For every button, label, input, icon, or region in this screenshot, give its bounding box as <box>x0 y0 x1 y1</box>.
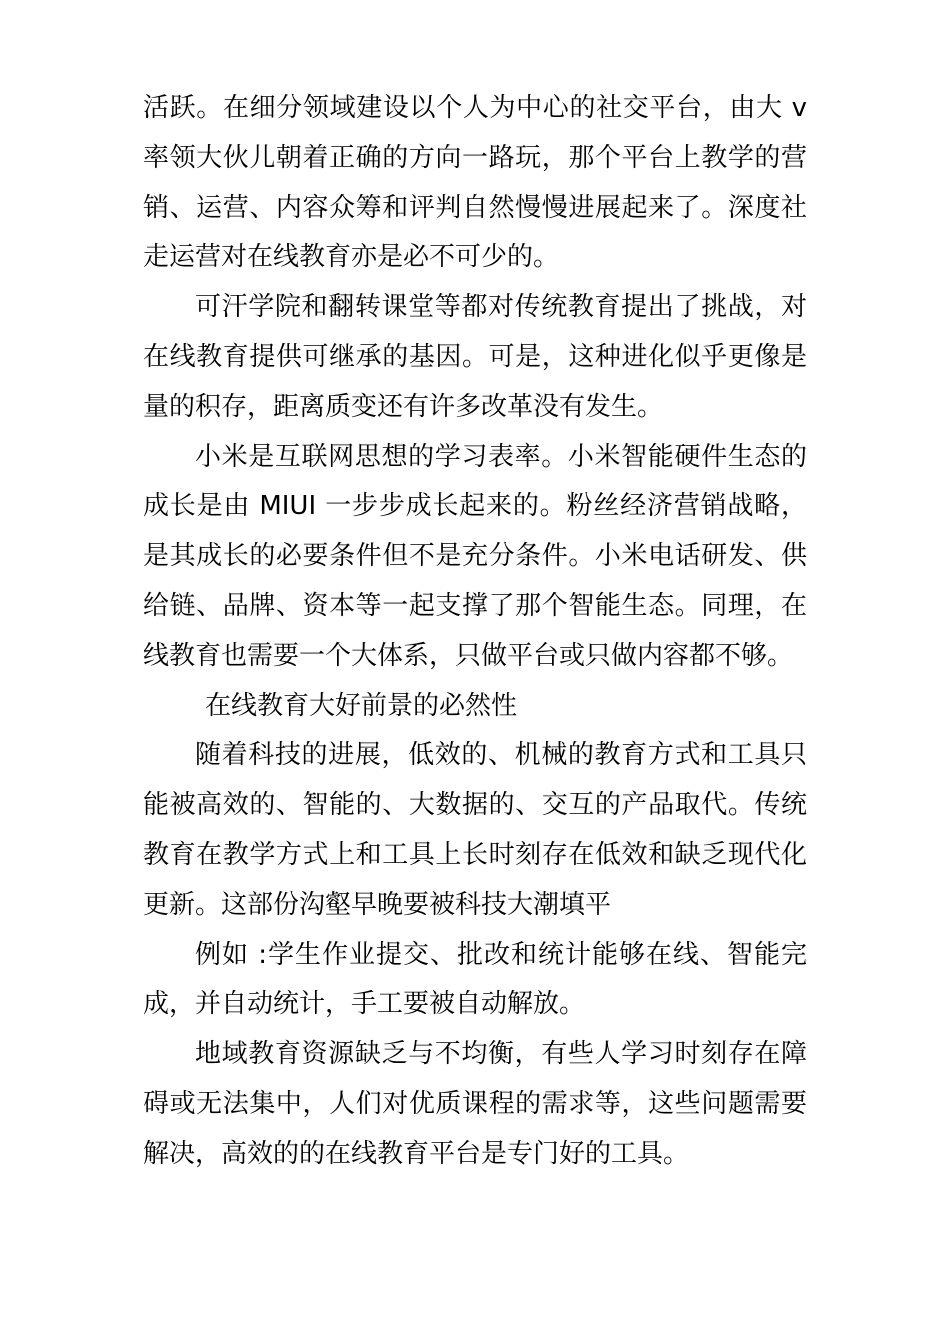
paragraph-continuation: 活跃。在细分领域建设以个人为中心的社交平台，由大 v 率领大伙儿朝着正确的方向一路玩，那个平台上教学的营销、运营、内容众筹和评判自然慢慢进展起来了。深度社走运营对在线教育亦是必不可少的。 <box>143 93 807 273</box>
paragraph-technology: 随着科技的进展，低效的、机械的教育方式和工具只能被高效的、智能的、大数据的、交互的产品取代。传统教育在教学方式上和工具上长时刻存在低效和缺乏现代化更新。这部份沟壑早晚要被科技大潮填平 <box>143 740 807 920</box>
paragraph-xiaomi: 小米是互联网思想的学习表率。小米智能硬件生态的成长是由 MIUI 一步步成长起来的。粉丝经济营销战略，是其成长的必要条件但不是充分条件。小米电话研发、供给链、品牌、资本等一起支撑了那个智能生态。同理，在线教育也需要一个大体系，只做平台或只做内容都不够。 <box>143 441 807 671</box>
paragraph-khan-academy: 可汗学院和翻转课堂等都对传统教育提出了挑战，对在线教育提供可继承的基因。可是，这种进化似乎更像是量的积存，距离质变还有许多改革没有发生。 <box>143 292 807 422</box>
paragraph-example: 例如 :学生作业提交、批改和统计能够在线、智能完成，并自动统计，手工要被自动解放。 <box>143 939 807 1020</box>
section-heading: 在线教育大好前景的必然性 <box>205 690 518 721</box>
document-body <box>143 84 807 1180</box>
paragraph-resources: 地域教育资源缺乏与不均衡，有些人学习时刻存在障碍或无法集中，人们对优质课程的需求等，这些问题需要解决，高效的的在线教育平台是专门好的工具。 <box>143 1039 807 1169</box>
